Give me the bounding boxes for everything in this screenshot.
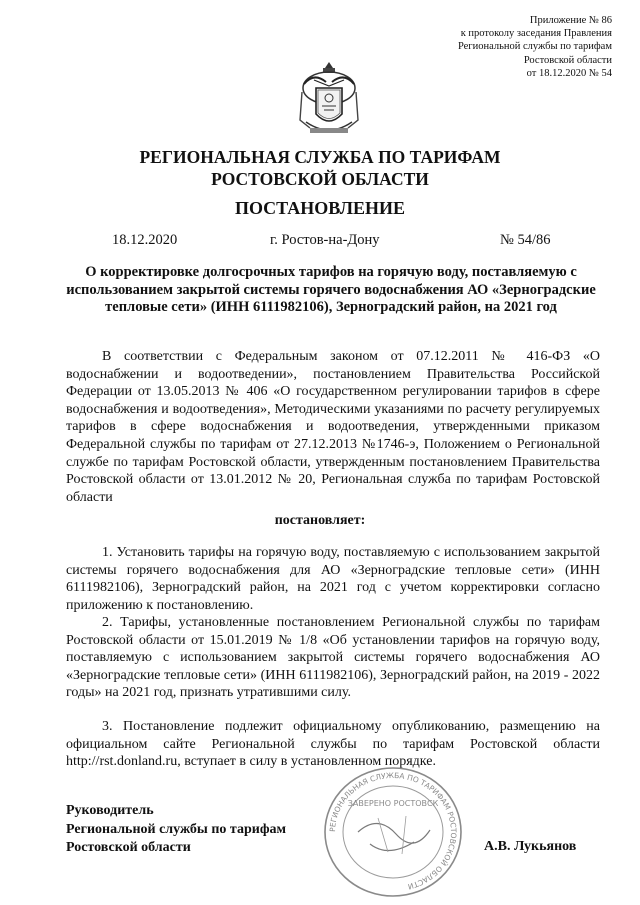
- signatory-position-line: Региональной службы по тарифам: [66, 821, 287, 837]
- appendix-line: к протоколу заседания Правления: [460, 28, 612, 40]
- appendix-line: Региональной службы по тарифам: [457, 41, 612, 53]
- org-name-line1: РЕГИОНАЛЬНАЯ СЛУЖБА ПО ТАРИФАМ: [139, 147, 501, 167]
- document-number: № 54/86: [500, 232, 551, 248]
- document-type: ПОСТАНОВЛЕНИЕ: [234, 198, 406, 218]
- signatory-name: А.В. Лукьянов: [484, 839, 577, 854]
- official-stamp-icon: [318, 762, 468, 902]
- decree-word: постановляет:: [274, 513, 366, 528]
- appendix-line: от 18.12.2020 № 54: [526, 67, 612, 79]
- stamp-top-text: ЗАВЕРЕНО РОСТОВСК: [347, 799, 439, 808]
- appendix-line: Ростовской области: [523, 54, 612, 66]
- document-city: г. Ростов-на-Дону: [270, 232, 380, 248]
- clause-2: 2. Тарифы, установленные постановлением Региональной службы по тарифам Ростовской области от 15.01.2019 № 1/8 «Об установлении тарифов на горячую воду, поставляемую с использованием закрытой системы горячего водоснабжения АО «Зерноградские тепловые сети» (ИНН 6111982106), Зерноградский район, на 2019 - 2022 годы» на 2021 год, признать утратившими силу.: [66, 615, 600, 701]
- signatory-position: [66, 802, 286, 858]
- signatory-position-line: Руководитель: [66, 803, 154, 818]
- document-date: 18.12.2020: [112, 232, 178, 248]
- stamp-ring-text: РЕГИОНАЛЬНАЯ СЛУЖБА ПО ТАРИФАМ РОСТОВСКОЙ ОБЛАСТИ: [327, 770, 459, 892]
- coat-of-arms-icon: [296, 58, 362, 138]
- preamble-paragraph: В соответствии с Федеральным законом от 07.12.2011 № 416-ФЗ «О водоснабжении и водоотведении», постановлением Правительства Российской Федерации от 13.05.2013 № 406 «О государственном регулировании тарифов в сфере водоснабжения и водоотведения», Методическими указаниями по расчету регулируемых тарифов в сфере водоснабжения и водоотведения, утвержденными приказом Федеральной службы по тарифам от 27.12.2013 №1746-э, Положением о Региональной службе по тарифам Ростовской области, утвержденным постановлением Правительства Ростовской области от 13.01.2012 № 20, Региональная служба по тарифам Ростовской области: [66, 349, 600, 505]
- org-name-line2: РОСТОВСКОЙ ОБЛАСТИ: [211, 169, 429, 189]
- clause-1: 1. Установить тарифы на горячую воду, поставляемую с использованием закрытой системы горячего водоснабжения для АО «Зерноградские тепловые сети» (ИНН 6111982106), Зерноградский район, на 2021 год с учетом корректировки согласно приложению к постановлению.: [66, 545, 600, 613]
- document-subject: О корректировке долгосрочных тарифов на горячую воду, поставляемую с использованием закрытой системы горячего водоснабжения АО «Зерноградские тепловые сети» (ИНН 6111982106), Зерноградский район, на 2021 год: [66, 264, 596, 315]
- clause-3: 3. Постановление подлежит официальному опубликованию, размещению на официальном сайте Региональной службы по тарифам Ростовской области http://rst.donland.ru, вступает в силу в установленном порядке.: [66, 719, 600, 770]
- appendix-line: Приложение № 86: [529, 15, 612, 26]
- appendix-note: [372, 14, 612, 80]
- signatory-position-line: Ростовской области: [66, 840, 191, 855]
